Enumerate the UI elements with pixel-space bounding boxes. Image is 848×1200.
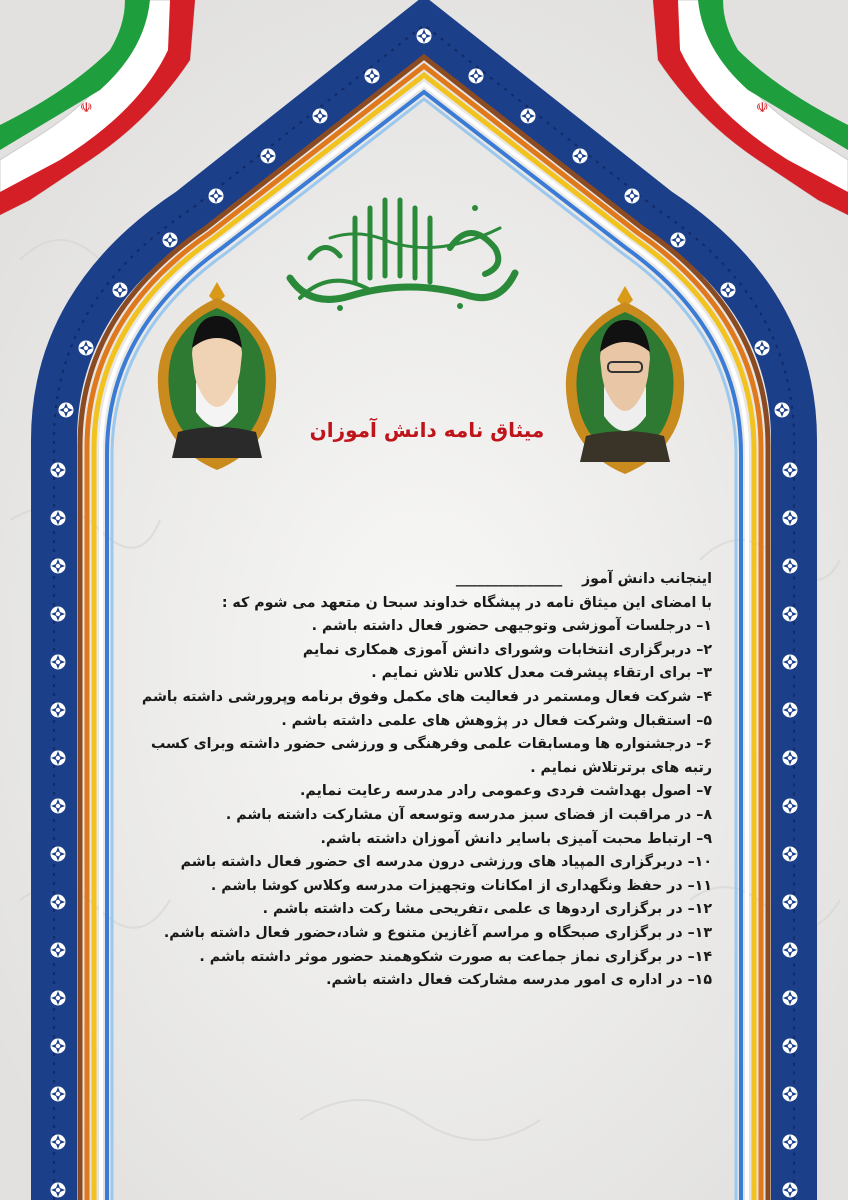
- pledge-item: ۱۳– در برگزاری صبحگاه و مراسم آغازین متنوع و شاد،حضور فعال داشته باشم.: [163, 924, 712, 941]
- arch-flower-ornament: [51, 751, 66, 766]
- intro-label: اینجانب دانش آموز: [582, 571, 712, 587]
- intro-line: [120, 568, 712, 592]
- arch-flower-ornament: [51, 703, 66, 718]
- pledge-item: ۱– درجلسات آموزشی وتوجیهی حضور فعال داشته باشم .: [311, 618, 712, 635]
- arch-flower-ornament: [51, 511, 66, 526]
- arch-flower-ornament: [783, 559, 798, 574]
- portrait-frame-icon: [152, 282, 282, 472]
- arch-flower-ornament: [783, 1183, 798, 1198]
- arch-flower-ornament: [313, 109, 328, 124]
- portrait-frame-icon: [560, 286, 690, 476]
- arch-flower-ornament: [51, 463, 66, 478]
- arch-flower-ornament: [51, 895, 66, 910]
- pledge-item: ۳– برای ارتقاء پیشرفت معدل کلاس تلاش نمایم .: [371, 665, 712, 682]
- arch-flower-ornament: [783, 943, 798, 958]
- arch-flower-ornament: [573, 149, 588, 164]
- arch-flower-ornament: [521, 109, 536, 124]
- pledge-item: ۱۲– در برگزاری اردوها ی علمی ،تفریحی مشا رکت داشته باشم .: [262, 901, 712, 918]
- arch-flower-ornament: [51, 1183, 66, 1198]
- name-blank: _______________: [455, 571, 563, 587]
- arch-flower-ornament: [783, 703, 798, 718]
- arch-flower-ornament: [51, 799, 66, 814]
- arch-flower-ornament: [51, 655, 66, 670]
- arch-flower-ornament: [783, 463, 798, 478]
- arch-flower-ornament: [51, 559, 66, 574]
- pledge-item: ۴– شرکت فعال ومستمر در فعالیت های مکمل وفوق برنامه وپرورشی داشته باشم: [141, 688, 712, 705]
- arch-flower-ornament: [51, 1039, 66, 1054]
- arch-flower-ornament: [783, 1087, 798, 1102]
- svg-text:☫: ☫: [756, 100, 769, 116]
- arch-flower-ornament: [783, 895, 798, 910]
- pledge-item: ۹– ارتباط محبت آمیزی باسایر دانش آموزان داشته باشم.: [320, 830, 712, 847]
- pledge-item: ۱۵– در اداره ی امور مدرسه مشارکت فعال داشته باشم.: [326, 972, 712, 989]
- pledge-item: ۱۰– دربرگزاری المپیاد های ورزشی درون مدرسه ای حضور فعال داشته باشم: [180, 854, 712, 871]
- arch-flower-ornament: [783, 751, 798, 766]
- arch-flower-ornament: [721, 283, 736, 298]
- arch-flower-ornament: [783, 1039, 798, 1054]
- arch-flower-ornament: [783, 511, 798, 526]
- pledge-item: ۲– دربرگزاری انتخابات وشورای دانش آموزی همکاری نمایم: [302, 641, 712, 658]
- arch-flower-ornament: [783, 847, 798, 862]
- arch-flower-ornament: [51, 943, 66, 958]
- arch-flower-ornament: [79, 341, 94, 356]
- arch-flower-ornament: [775, 403, 790, 418]
- arch-flower-ornament: [59, 403, 74, 418]
- arch-flower-ornament: [469, 69, 484, 84]
- arch-flower-ornament: [51, 847, 66, 862]
- pledge-item: ۵– استقبال وشرکت فعال در پژوهش های علمی داشته باشم .: [281, 712, 712, 729]
- svg-text:☫: ☫: [80, 100, 93, 116]
- arch-flower-ornament: [783, 799, 798, 814]
- arch-flower-ornament: [671, 233, 686, 248]
- arch-flower-ornament: [209, 189, 224, 204]
- page-title: میثاق نامه دانش آموزان: [309, 418, 545, 442]
- pledge-item: ۷– اصول بهداشت فردی وعمومی رادر مدرسه رعایت نمایم.: [300, 783, 712, 800]
- bismillah-calligraphy: [270, 178, 530, 318]
- pledge-item: ۱۱– در حفظ ونگهداری از امکانات وتجهیزات مدرسه وکلاس کوشا باشم .: [210, 877, 712, 894]
- arch-flower-ornament: [51, 1135, 66, 1150]
- arch-flower-ornament: [417, 29, 432, 44]
- arch-flower-ornament: [51, 991, 66, 1006]
- arch-flower-ornament: [783, 607, 798, 622]
- arch-flower-ornament: [783, 1135, 798, 1150]
- pledge-item: ۸– در مراقبت از فضای سبز مدرسه وتوسعه آن مشارکت داشته باشم .: [225, 806, 712, 823]
- arch-flower-ornament: [625, 189, 640, 204]
- arch-flower-ornament: [163, 233, 178, 248]
- arch-flower-ornament: [365, 69, 380, 84]
- arch-flower-ornament: [113, 283, 128, 298]
- arch-flower-ornament: [783, 655, 798, 670]
- iran-flag-ribbon-icon: [648, 0, 848, 220]
- arch-flower-ornament: [51, 1087, 66, 1102]
- pledge-item: ۶– درجشنواره ها ومسابقات علمی وفرهنگی و ورزشی حضور داشته وبرای کسب رتبه های برترتلاش نمایم .: [150, 736, 712, 776]
- pledge-intro: با امضای این میثاق نامه در پیشگاه خداوند سبحا ن متعهد می شوم که :: [221, 594, 712, 611]
- iran-flag-ribbon-icon: [0, 0, 200, 220]
- charter-body: [120, 568, 712, 993]
- arch-flower-ornament: [51, 607, 66, 622]
- arch-flower-ornament: [755, 341, 770, 356]
- pledge-item: ۱۴– در برگزاری نماز جماعت به صورت شکوهمند حضور موثر داشته باشم .: [199, 948, 712, 965]
- arch-flower-ornament: [261, 149, 276, 164]
- arch-flower-ornament: [783, 991, 798, 1006]
